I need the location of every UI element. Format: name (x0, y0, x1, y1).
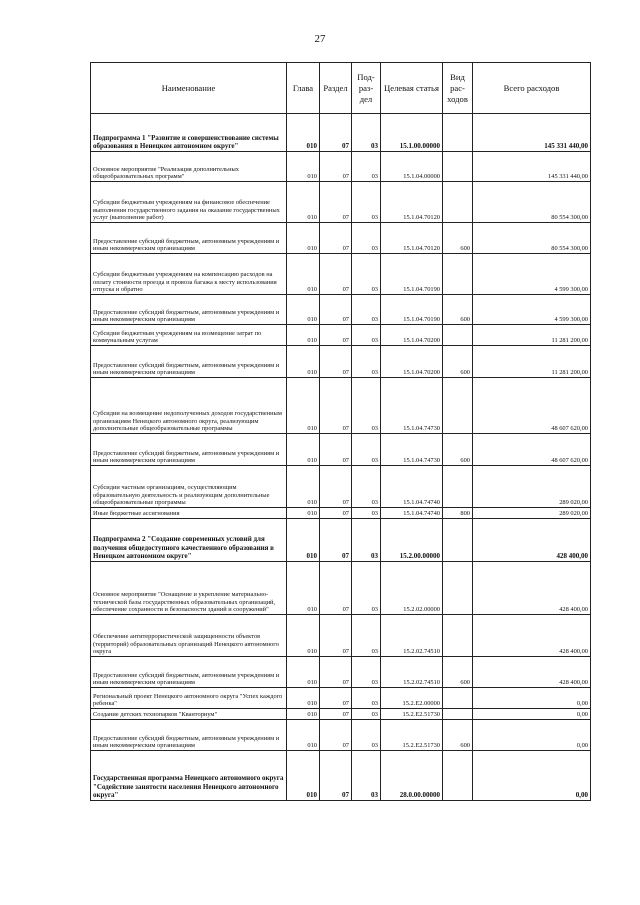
cell-name: Предоставление субсидий бюджетным, автономным учреждениям и иным некоммерческим организациям (91, 657, 287, 688)
cell-amount: 289 020,00 (473, 508, 591, 519)
table-row (91, 346, 591, 378)
cell-kind (443, 562, 473, 615)
cell-chapter: 010 (287, 295, 320, 325)
cell-chapter: 010 (287, 519, 320, 562)
cell-target: 15.1.04.74740 (381, 466, 443, 508)
cell-name: Государственная программа Ненецкого автономного округа "Содействие занятости населения Ненецкого автономного округа" (91, 751, 287, 801)
cell-section: 07 (320, 657, 352, 688)
cell-chapter: 010 (287, 709, 320, 720)
table-row (91, 688, 591, 709)
cell-target: 15.1.04.70200 (381, 346, 443, 378)
cell-chapter: 010 (287, 254, 320, 295)
cell-section: 07 (320, 346, 352, 378)
table-row (91, 466, 591, 508)
cell-section: 07 (320, 223, 352, 254)
cell-chapter: 010 (287, 152, 320, 182)
cell-amount: 145 331 440,00 (473, 114, 591, 152)
cell-kind (443, 615, 473, 657)
cell-section: 07 (320, 114, 352, 152)
cell-amount: 4 599 300,00 (473, 254, 591, 295)
cell-section: 07 (320, 325, 352, 346)
header-subsection: Под-раз-дел (352, 63, 381, 114)
cell-amount: 428 400,00 (473, 657, 591, 688)
table-row (91, 182, 591, 223)
header-chapter: Глава (287, 63, 320, 114)
cell-kind (443, 378, 473, 434)
cell-subsection: 03 (352, 751, 381, 801)
cell-section: 07 (320, 434, 352, 466)
cell-kind: 600 (443, 657, 473, 688)
cell-chapter: 010 (287, 182, 320, 223)
cell-amount: 48 607 620,00 (473, 378, 591, 434)
cell-name: Региональный проект Ненецкого автономного округа "Успех каждого ребенка" (91, 688, 287, 709)
cell-subsection: 03 (352, 466, 381, 508)
cell-section: 07 (320, 152, 352, 182)
cell-target: 15.1.04.70190 (381, 254, 443, 295)
cell-name: Субсидии частным организациям, осуществляющим образовательную деятельность и реализующим дополнительные общеобразовательные программы (91, 466, 287, 508)
cell-amount: 0,00 (473, 688, 591, 709)
cell-kind: 600 (443, 346, 473, 378)
cell-name: Предоставление субсидий бюджетным, автономным учреждениям и иным некоммерческим организациям (91, 223, 287, 254)
cell-chapter: 010 (287, 223, 320, 254)
cell-subsection: 03 (352, 688, 381, 709)
cell-section: 07 (320, 466, 352, 508)
cell-kind: 800 (443, 508, 473, 519)
cell-chapter: 010 (287, 657, 320, 688)
cell-name: Предоставление субсидий бюджетным, автономным учреждениям и иным некоммерческим организациям (91, 295, 287, 325)
table-row (91, 519, 591, 562)
table-row (91, 114, 591, 152)
cell-section: 07 (320, 720, 352, 751)
header-target: Целевая статья (381, 63, 443, 114)
header-section: Раздел (320, 63, 352, 114)
cell-target: 15.1.04.74730 (381, 434, 443, 466)
cell-kind (443, 466, 473, 508)
cell-target: 15.2.00.00000 (381, 519, 443, 562)
cell-name: Подпрограмма 1 "Развитие и совершенствование системы образования в Ненецком автономном округе" (91, 114, 287, 152)
cell-kind: 600 (443, 720, 473, 751)
cell-kind: 600 (443, 434, 473, 466)
cell-subsection: 03 (352, 434, 381, 466)
cell-target: 15.1.04.00000 (381, 152, 443, 182)
table-row (91, 434, 591, 466)
cell-name: Предоставление субсидий бюджетным, автономным учреждениям и иным некоммерческим организациям (91, 720, 287, 751)
cell-amount: 0,00 (473, 709, 591, 720)
cell-amount: 428 400,00 (473, 615, 591, 657)
cell-target: 15.2.02.74510 (381, 657, 443, 688)
cell-amount: 11 281 200,00 (473, 346, 591, 378)
cell-name: Субсидии бюджетным учреждениям на компенсацию расходов на оплату стоимости проезда и провоза багажа к месту использования отпуска и обратно (91, 254, 287, 295)
cell-target: 15.1.04.74730 (381, 378, 443, 434)
cell-subsection: 03 (352, 378, 381, 434)
cell-section: 07 (320, 182, 352, 223)
cell-chapter: 010 (287, 688, 320, 709)
cell-section: 07 (320, 519, 352, 562)
cell-name: Обеспечение антитеррористической защищенности объектов (территорий) образовательных организаций Ненецкого автономного округа (91, 615, 287, 657)
cell-target: 15.1.04.70120 (381, 182, 443, 223)
cell-kind (443, 114, 473, 152)
table-row (91, 508, 591, 519)
cell-chapter: 010 (287, 615, 320, 657)
cell-section: 07 (320, 295, 352, 325)
cell-target: 15.2.E2.51730 (381, 720, 443, 751)
cell-kind (443, 709, 473, 720)
cell-amount: 11 281 200,00 (473, 325, 591, 346)
cell-subsection: 03 (352, 346, 381, 378)
cell-name: Субсидии бюджетным учреждениям на возмещение затрат по коммунальным услугам (91, 325, 287, 346)
cell-subsection: 03 (352, 114, 381, 152)
cell-chapter: 010 (287, 325, 320, 346)
cell-section: 07 (320, 688, 352, 709)
cell-target: 15.1.04.70190 (381, 295, 443, 325)
cell-amount: 80 554 300,00 (473, 182, 591, 223)
table-row (91, 325, 591, 346)
header-name: Наименование (91, 63, 287, 114)
cell-section: 07 (320, 615, 352, 657)
budget-table (90, 62, 591, 801)
cell-target: 15.2.E2.51730 (381, 709, 443, 720)
cell-name: Предоставление субсидий бюджетным, автономным учреждениям и иным некоммерческим организациям (91, 346, 287, 378)
cell-subsection: 03 (352, 223, 381, 254)
cell-section: 07 (320, 562, 352, 615)
table-row (91, 720, 591, 751)
cell-chapter: 010 (287, 508, 320, 519)
table-row (91, 295, 591, 325)
cell-kind (443, 751, 473, 801)
cell-kind (443, 152, 473, 182)
cell-amount: 428 400,00 (473, 519, 591, 562)
table-body (91, 114, 591, 801)
cell-kind (443, 519, 473, 562)
cell-subsection: 03 (352, 562, 381, 615)
header-kind: Вид рас-ходов (443, 63, 473, 114)
cell-kind (443, 254, 473, 295)
cell-chapter: 010 (287, 114, 320, 152)
cell-subsection: 03 (352, 519, 381, 562)
table-row (91, 378, 591, 434)
cell-target: 15.1.04.70200 (381, 325, 443, 346)
cell-target: 15.1.04.70120 (381, 223, 443, 254)
cell-section: 07 (320, 709, 352, 720)
cell-target: 15.2.02.74510 (381, 615, 443, 657)
table-row (91, 223, 591, 254)
cell-target: 15.2.E2.00000 (381, 688, 443, 709)
cell-target: 15.2.02.00000 (381, 562, 443, 615)
cell-chapter: 010 (287, 346, 320, 378)
cell-chapter: 010 (287, 562, 320, 615)
table-row (91, 562, 591, 615)
cell-amount: 0,00 (473, 751, 591, 801)
table-row (91, 751, 591, 801)
cell-subsection: 03 (352, 182, 381, 223)
cell-kind: 600 (443, 223, 473, 254)
cell-chapter: 010 (287, 434, 320, 466)
table-row (91, 615, 591, 657)
cell-subsection: 03 (352, 615, 381, 657)
cell-subsection: 03 (352, 709, 381, 720)
cell-subsection: 03 (352, 295, 381, 325)
cell-amount: 145 331 440,00 (473, 152, 591, 182)
cell-chapter: 010 (287, 751, 320, 801)
cell-subsection: 03 (352, 254, 381, 295)
cell-kind (443, 688, 473, 709)
cell-chapter: 010 (287, 378, 320, 434)
cell-amount: 289 020,00 (473, 466, 591, 508)
cell-amount: 80 554 300,00 (473, 223, 591, 254)
cell-target: 15.1.00.00000 (381, 114, 443, 152)
cell-chapter: 010 (287, 720, 320, 751)
cell-section: 07 (320, 751, 352, 801)
cell-name: Создание детских технопарков "Кванториум" (91, 709, 287, 720)
cell-amount: 4 599 300,00 (473, 295, 591, 325)
page-number: 27 (314, 33, 326, 45)
table-row (91, 709, 591, 720)
cell-subsection: 03 (352, 508, 381, 519)
cell-name: Основное мероприятие "Реализация дополнительных общеобразовательных программ" (91, 152, 287, 182)
table-row (91, 152, 591, 182)
cell-section: 07 (320, 508, 352, 519)
cell-subsection: 03 (352, 325, 381, 346)
cell-name: Предоставление субсидий бюджетным, автономным учреждениям и иным некоммерческим организациям (91, 434, 287, 466)
cell-kind: 600 (443, 295, 473, 325)
cell-target: 28.0.00.00000 (381, 751, 443, 801)
header-total: Всего расходов (473, 63, 591, 114)
cell-kind (443, 182, 473, 223)
cell-name: Субсидии бюджетным учреждениям на финансовое обеспечение выполнения государственного задания на оказание государственных услуг (выполнение работ) (91, 182, 287, 223)
cell-amount: 48 607 620,00 (473, 434, 591, 466)
cell-section: 07 (320, 378, 352, 434)
cell-subsection: 03 (352, 657, 381, 688)
cell-subsection: 03 (352, 152, 381, 182)
cell-name: Иные бюджетные ассигнования (91, 508, 287, 519)
cell-amount: 0,00 (473, 720, 591, 751)
cell-chapter: 010 (287, 466, 320, 508)
table-row (91, 657, 591, 688)
cell-name: Субсидии на возмещение недополученных доходов государственным организациям Ненецкого автономного округа, реализующим дополнительные общеобразовательные программы (91, 378, 287, 434)
cell-name: Подпрограмма 2 "Создание современных условий для получения общедоступного качественного образования в Ненецком автономном округе" (91, 519, 287, 562)
table-row (91, 254, 591, 295)
cell-target: 15.1.04.74740 (381, 508, 443, 519)
cell-subsection: 03 (352, 720, 381, 751)
cell-kind (443, 325, 473, 346)
table-header-row (91, 63, 591, 114)
cell-name: Основное мероприятие "Оснащение и укрепление материально-технической базы государственных образовательных организаций, обеспечение сохранности и безопасности зданий и сооружений" (91, 562, 287, 615)
cell-amount: 428 400,00 (473, 562, 591, 615)
cell-section: 07 (320, 254, 352, 295)
